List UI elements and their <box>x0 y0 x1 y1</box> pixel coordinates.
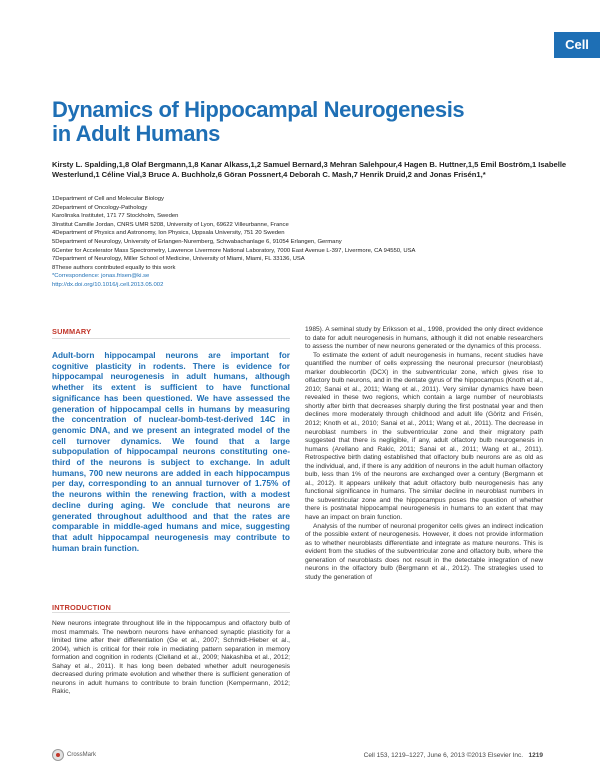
affiliation-line: 5Department of Neurology, University of Erlangen-Nuremberg, Schwabachanlage 6, 91054 Erlangen, Germany <box>52 238 342 245</box>
crossmark-badge[interactable] <box>52 749 96 761</box>
affiliation-line: 2Department of Oncology-Pathology <box>52 204 148 211</box>
body-paragraph: To estimate the extent of adult neurogenesis in humans, recent studies have quantified the number of cells expressing the neuronal precursor (neuroblast) marker doublecortin (DCX) in the subventricular zone, which gives rise to olfactory bulb neurons, and in the dentate gyrus of the hippocampus (Knoth et al., 2010; Sanai et al., 2011; Wang et al., 2011). Very similar dynamics have been revealed in these two regions, which contain a large number of neuroblasts shortly after birth that decreases sharply during the first postnatal year and then declines more moderately through childhood and adult life (Göritz and Frisén, 2012; Knoth et al., 2010; Sanai et al., 2011; Wang et al., 2011). The decrease in neuroblast numbers in the subventricular zone and their migratory path suggested that there is negligible, if any, adult olfactory bulb neurogenesis in humans (Arellano and Rakic, 2011; Sanai et al., 2011; Wang et al., 2011). Retrospective birth dating established that olfactory bulb neurons are as old as the individual, and, if there is any addition of neurons in the adult human olfactory bulb, less than 1% of the neurons are exchanged over a century (Bergmann et al., 2012). It appears unlikely that adult olfactory bulb neurogenesis has any functional significance in humans. The similar decline in neuroblast numbers in the subventricular zone and the hippocampus poses the question of whether there is postnatal hippocampal neurogenesis in humans to an extent that may have an impact on brain function. <box>305 351 543 522</box>
article-title: Dynamics of Hippocampal Neurogenesis in Adult Humans <box>52 97 465 146</box>
body-paragraph: 1985). A seminal study by Eriksson et al., 1998, provided the only direct evidence to date for adult neurogenesis in humans, although it did not enable researchers to assess the number of new neurons generated or the dynamics of this process. <box>305 326 543 351</box>
crossmark-icon <box>52 749 64 761</box>
journal-citation: Cell 153, 1219–1227, June 6, 2013 ©2013 Elsevier Inc. <box>363 752 524 759</box>
body-paragraph: Analysis of the number of neuronal progenitor cells gives an indirect indication of the possible extent of neurogenesis. However, it does not provide information as to whether neuroblasts differentiate and integrate as mature neurons. This is evident from the studies of the subventricular zone and olfactory bulb, where the generation of neuroblasts does not result in the detectable integration of new neurons in the olfactory bulb (Bergmann et al., 2012). The strategies used to study the generation of <box>305 522 543 581</box>
affiliation-line: 7Department of Neurology, Miller School of Medicine, University of Miami, Miami, FL 33136, USA <box>52 256 305 263</box>
affiliation-line: 3Institut Camille Jordan, CNRS UMR 5208, University of Lyon, 69622 Villeurbanne, France <box>52 221 289 228</box>
affiliation-line: 1Department of Cell and Molecular Biology <box>52 196 164 202</box>
page-number: 1219 <box>528 752 543 759</box>
equal-contribution-note: 8These authors contributed equally to this work <box>52 264 176 271</box>
affiliation-line: 6Center for Accelerator Mass Spectrometry, Lawrence Livermore National Laboratory, 7000 East Avenue L-397, Livermore, CA 94550, USA <box>52 247 416 254</box>
introduction-divider <box>52 612 290 613</box>
right-column <box>305 326 543 582</box>
introduction-text <box>52 620 290 697</box>
page-footer <box>364 752 543 759</box>
journal-logo: Cell <box>554 32 600 58</box>
crossmark-label: CrossMark <box>67 752 97 758</box>
affiliations <box>52 195 572 290</box>
introduction-heading: INTRODUCTION <box>52 603 112 612</box>
summary-text: Adult-born hippocampal neurons are important for cognitive plasticity in rodents. There is evidence for hippocampal neurogenesis in adult humans, although whether its extent is sufficient to have functional significance has been questioned. We have assessed the generation of hippocampal cells in humans by measuring the concentration of nuclear-bomb-test-derived 14C in genomic DNA, and we present an integrated model of the cell turnover dynamics. We found that a large subpopulation of hippocampal neurons constituting one-third of the neurons is subject to exchange. In adult humans, 700 new neurons are added in each hippocampus per day, corresponding to an annual turnover of 1.75% of the neurons within the renewing fraction, with a modest decline during aging. We conclude that neurons are generated throughout adulthood and that the rates are comparable in middle-aged humans and mice, suggesting that adult hippocampal neurogenesis may contribute to human brain function. <box>52 350 290 553</box>
summary-heading: SUMMARY <box>52 327 92 336</box>
affiliation-line: Karolinska Institutet, 171 77 Stockholm, Sweden <box>52 213 179 220</box>
introduction-paragraph: New neurons integrate throughout life in the hippocampus and olfactory bulb of most mammals. The newborn neurons have enhanced synaptic plasticity for a limited time after their differentiation (Ge et al., 2007; Schmidt-Hieber et al., 2004), which is critical for their role in mediating pattern separation in memory formation and cognition in rodents (Clelland et al., 2009; Nakashiba et al., 2012; Sahay et al., 2011). It has long been debated whether adult neurogenesis decreased during primate evolution and whether there is sufficient generation of neurons in adult humans to contribute to brain function (Kempermann, 2012; Rakic, <box>52 620 290 696</box>
correspondence-email[interactable]: *Correspondence: jonas.frisen@ki.se <box>52 273 150 280</box>
author-list: Kirsty L. Spalding,1,8 Olaf Bergmann,1,8 Kanar Alkass,1,2 Samuel Bernard,3 Mehran Salehpour,4 Hagen B. Huttner,1,5 Emil Boström,1 Isabelle Westerlund,1 Céline Vial,3 Bruce A. Buchholz,6 Göran Possnert,4 Deborah C. Mash,7 Henrik Druid,2 and Jonas Frisén1,* <box>52 160 567 179</box>
affiliation-line: 4Department of Physics and Astronomy, Ion Physics, Uppsala University, 751 20 Sweden <box>52 230 285 237</box>
doi-link[interactable]: http://dx.doi.org/10.1016/j.cell.2013.05.002 <box>52 281 164 288</box>
summary-divider <box>52 338 290 339</box>
